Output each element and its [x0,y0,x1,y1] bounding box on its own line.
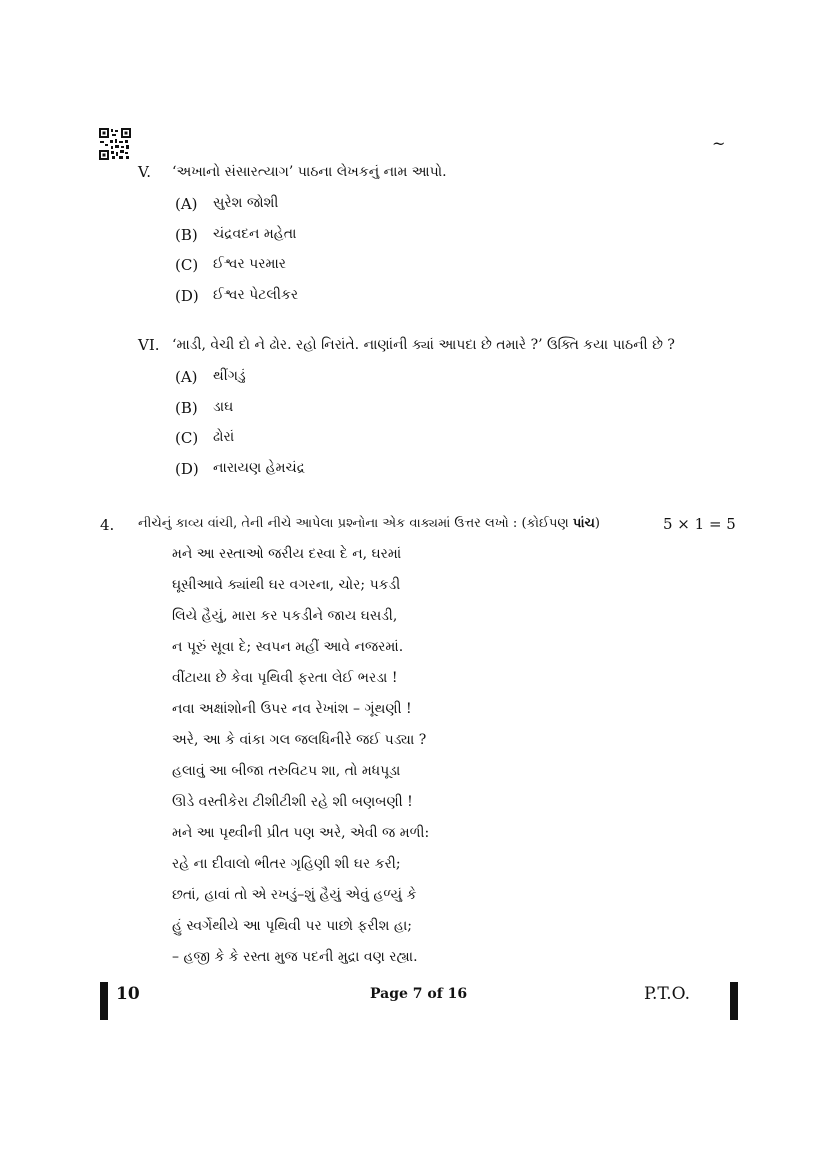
footer-left-bar [100,982,108,1020]
poem-line: લિયે હૈયું, મારા કર પકડીને જાય ઘસડી, [172,608,398,624]
question-4-instruction: નીચેનું કાવ્ય વાંચી, તેની નીચે આપેલા પ્રશ્નોના એક વાક્યમાં ઉત્તર લખો : (કોઈપણ [138,516,569,531]
header-tilde: ~ [712,134,726,153]
poem-line: અરે, આ કે વાંકા ગલ જલધિનીરે જઈ પડ્યા ? [172,732,427,748]
question-6-number: VI. [138,336,160,354]
q6-option-d-text: નારાયણ હેમચંદ્ર [213,460,305,476]
q6-option-b-label: (B) [175,399,198,417]
poem-line: મને આ પૃથ્વીની પ્રીત પણ અરે, એવી જ મળી: [172,825,430,841]
q6-option-a-text: થીંગડું [213,368,246,384]
question-4-close: ) [594,516,600,531]
q5-option-a-text: સુરેશ જોશી [213,195,279,211]
q5-option-d-label: (D) [175,287,199,305]
question-4-number: 4. [100,516,115,534]
q5-option-a-label: (A) [175,195,198,213]
q5-option-b-label: (B) [175,226,198,244]
footer-page-number: Page 7 of 16 [370,986,468,1002]
question-4-marks: 5 × 1 = 5 [663,515,736,533]
q5-option-c-text: ઈશ્વર પરમાર [213,256,287,272]
poem-line: હલાવું આ બીજા તરુવિટપ શા, તો મધપૂડા [172,763,401,779]
question-6-text: ‘માડી, વેચી દો ને ઢોર. રહો નિરાંતે. નાણાંની ક્યાં આપદા છે તમારે ?’ ઉક્તિ કયા પાઠની છે ? [172,337,675,353]
question-4-emphasis: પાંચ [572,516,595,531]
q6-option-b-text: ડાઘ [213,399,234,415]
footer-right-bar [730,982,738,1020]
question-5-number: V. [138,163,151,181]
q6-option-c-label: (C) [175,429,199,447]
q5-option-b-text: ચંદ્રવદન મહેતા [213,226,297,242]
poem-line: મને આ રસ્તાઓ જરીય દસ્વા દે ન, ઘરમાં [172,546,402,562]
question-4-text [138,516,600,531]
q5-option-c-label: (C) [175,256,199,274]
poem-line: છતાં, હાવાં તો એ રખડું–શું હૈયું એવું હળ્યું કે [172,887,417,903]
question-5-text: ‘અખાનો સંસારત્યાગ’ પાઠના લેખકનું નામ આપો. [172,164,447,180]
q6-option-d-label: (D) [175,460,199,478]
poem-line: નવા અક્ષાંશોની ઉપર નવ રેખાંશ – ગૂંથણી ! [172,701,412,717]
poem-line: રહે ના દીવાલો ભીતર ગૃહિણી શી ઘર કરી; [172,856,401,872]
poem-line: ન પૂરું સૂવા દે; સ્વપન મહીં આવે નજરમાં. [172,639,404,655]
poem-line: ઊડે વસ્તીકેરા ટીશીટીશી રહે શી બણબણી ! [172,794,413,810]
footer-pto: P.T.O. [644,984,690,1004]
poem-line: ઘૂસીઆવે ક્યાંથી ઘર વગરના, ચોર; પકડી [172,577,401,593]
q6-option-c-text: ઢોરાં [213,429,235,445]
poem-line: વીંટાયા છે કેવા પૃથિવી ફરતા લેઈ ભરડા ! [172,670,398,686]
poem-line: – હજી કે કે રસ્તા મુજ પદની મુદ્રા વણ રહ્યા. [172,949,418,965]
poem-line: હું સ્વર્ગેથીયે આ પૃથિવી પર પાછો ફરીશ હા; [172,918,413,934]
qr-code-icon [99,128,131,160]
footer-code: 10 [116,984,140,1004]
q5-option-d-text: ઈશ્વર પેટલીકર [213,287,299,303]
q6-option-a-label: (A) [175,368,198,386]
